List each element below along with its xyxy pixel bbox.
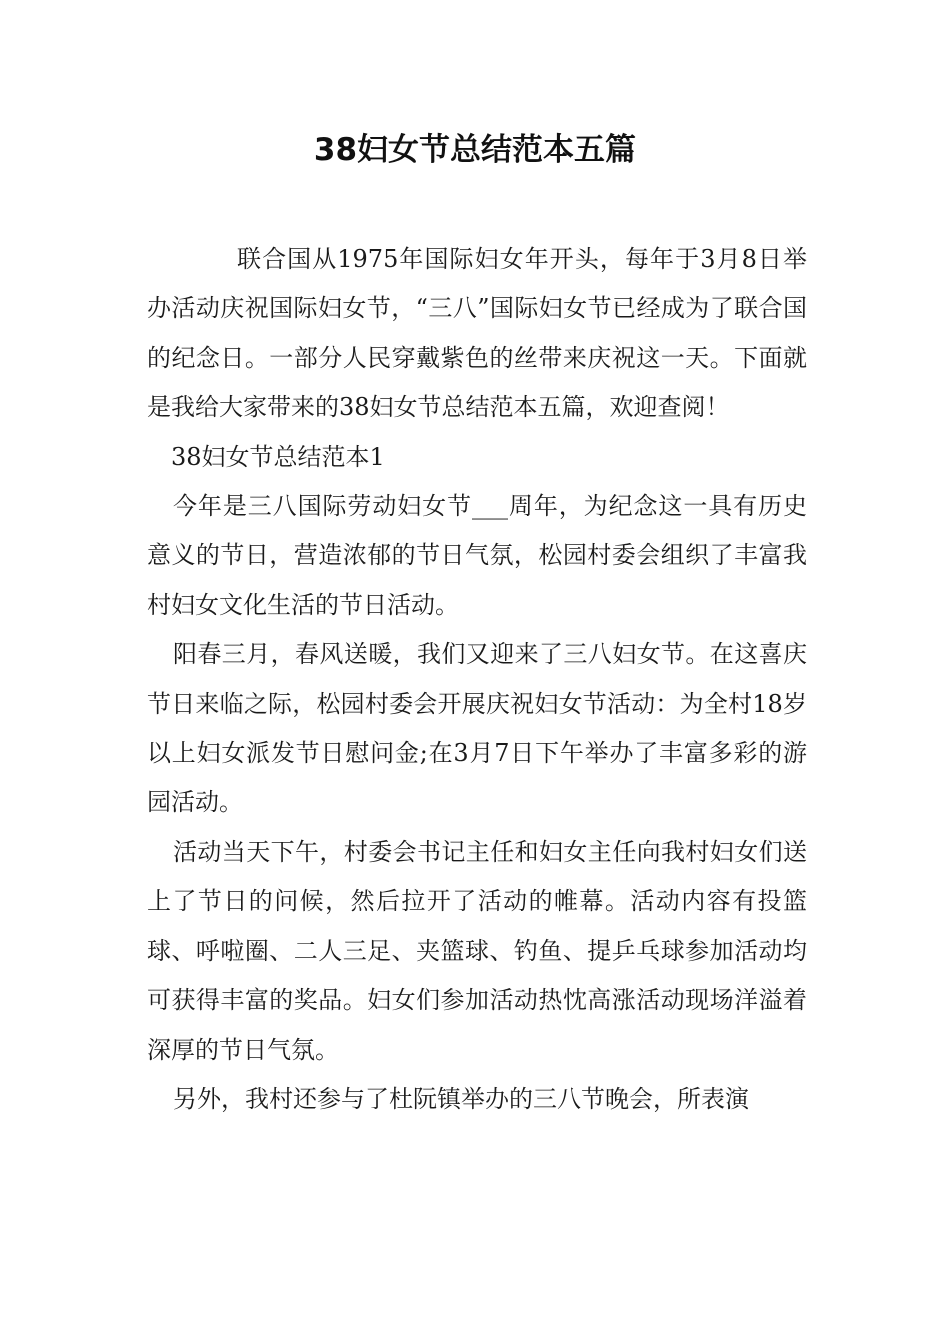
paragraph: 阳春三月，春风送暖，我们又迎来了三八妇女节。在这喜庆节日来临之际，松园村委会开展庆祝妇女节活动：为全村18岁以上妇女派发节日慰问金;在3月7日下午举办了丰富多彩的游园活动。 <box>147 640 807 817</box>
paragraph: 活动当天下午，村委会书记主任和妇女主任向我村妇女们送上了节日的问候，然后拉开了活动的帷幕。活动内容有投篮球、呼啦圈、二人三足、夹篮球、钓鱼、提乒乓球参加活动均可获得丰富的奖品。妇女们参加活动热忱高涨活动现场洋溢着深厚的节日气氛。 <box>147 837 807 1064</box>
intro-paragraph: 联合国从1975年国际妇女年开头，每年于3月8日举办活动庆祝国际妇女节，“三八”国际妇女节已经成为了联合国的纪念日。一部分人民穿戴紫色的丝带来庆祝这一天。下面就是我给大家带来的38妇女节总结范本五篇，欢迎查阅！ <box>147 245 807 422</box>
document-body <box>147 235 807 1124</box>
paragraph: 今年是三八国际劳动妇女节___周年，为纪念这一具有历史意义的节日，营造浓郁的节日气氛，松园村委会组织了丰富我村妇女文化生活的节日活动。 <box>147 492 807 619</box>
section-heading: 38妇女节总结范本1 <box>171 442 385 471</box>
document-title: 38妇女节总结范本五篇 <box>313 132 637 168</box>
paragraph: 另外，我村还参与了杜阮镇举办的三八节晚会，所表演 <box>173 1084 749 1113</box>
